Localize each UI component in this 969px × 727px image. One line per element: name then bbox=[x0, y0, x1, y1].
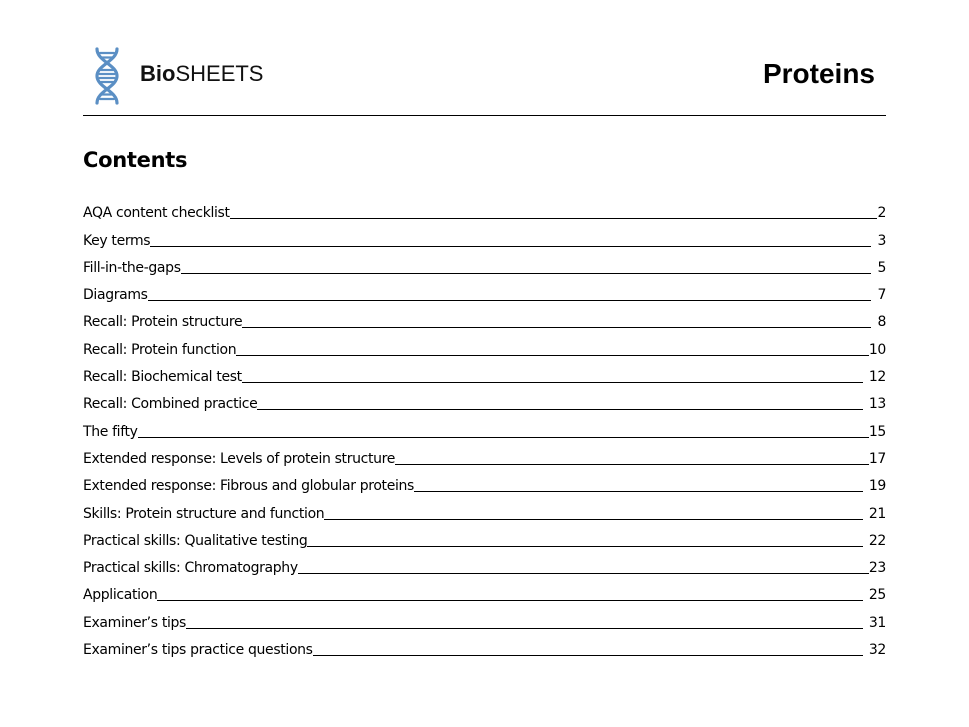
dna-helix-icon bbox=[92, 47, 122, 105]
toc-page-number: 13 bbox=[868, 396, 886, 413]
table-of-contents bbox=[83, 197, 886, 661]
toc-entry-label: Practical skills: Chromatography bbox=[83, 560, 298, 577]
toc-page-number: 31 bbox=[868, 614, 886, 631]
document-title: Proteins bbox=[762, 58, 875, 89]
toc-leader-line bbox=[148, 299, 872, 301]
toc-entry-label: Skills: Protein structure and function bbox=[83, 505, 325, 522]
toc-entry-label: Recall: Protein function bbox=[83, 341, 237, 358]
toc-page-number: 7 bbox=[877, 287, 886, 304]
toc-page-number: 25 bbox=[868, 587, 886, 604]
toc-page-number: 10 bbox=[868, 341, 886, 358]
toc-entry-practical-chromatography[interactable] bbox=[83, 552, 886, 579]
toc-entry-label: AQA content checklist bbox=[83, 205, 230, 222]
toc-leader-line bbox=[307, 545, 862, 547]
toc-leader-line bbox=[138, 436, 869, 438]
toc-entry-label: Diagrams bbox=[83, 287, 148, 304]
toc-page-number: 23 bbox=[868, 560, 886, 577]
toc-entry-label: Fill-in-the-gaps bbox=[83, 259, 181, 276]
toc-entry-label: Examiner’s tips bbox=[83, 614, 186, 631]
toc-entry-examiners-tips-practice[interactable] bbox=[83, 634, 886, 661]
toc-entry-key-terms[interactable] bbox=[83, 224, 886, 251]
toc-entry-application[interactable] bbox=[83, 579, 886, 606]
toc-entry-label: Practical skills: Qualitative testing bbox=[83, 532, 308, 549]
toc-page-number: 19 bbox=[868, 478, 886, 495]
brand-name bbox=[140, 60, 263, 88]
toc-entry-extended-response-levels[interactable] bbox=[83, 443, 886, 470]
toc-page-number: 2 bbox=[877, 205, 886, 222]
toc-leader-line bbox=[298, 572, 869, 574]
toc-leader-line bbox=[236, 354, 869, 356]
toc-entry-examiners-tips[interactable] bbox=[83, 606, 886, 633]
toc-entry-recall-combined-practice[interactable] bbox=[83, 388, 886, 415]
toc-page-number: 3 bbox=[877, 232, 886, 249]
toc-entry-label: Recall: Biochemical test bbox=[83, 369, 242, 386]
toc-leader-line bbox=[324, 518, 863, 520]
toc-page-number: 5 bbox=[877, 259, 886, 276]
toc-entry-label: Examiner’s tips practice questions bbox=[83, 642, 313, 659]
toc-entry-label: Extended response: Levels of protein structure bbox=[83, 450, 395, 467]
brand-name-bold: Bio bbox=[140, 61, 176, 86]
toc-page-number: 17 bbox=[868, 450, 886, 467]
toc-leader-line bbox=[186, 627, 863, 629]
toc-entry-extended-response-fibrous-globular[interactable] bbox=[83, 470, 886, 497]
contents-heading: Contents bbox=[83, 148, 188, 172]
toc-leader-line bbox=[313, 654, 863, 656]
toc-entry-the-fifty[interactable] bbox=[83, 415, 886, 442]
toc-entry-label: Key terms bbox=[83, 232, 151, 249]
toc-leader-line bbox=[157, 599, 863, 601]
toc-entry-label: Recall: Combined practice bbox=[83, 396, 258, 413]
toc-page-number: 21 bbox=[868, 505, 886, 522]
page-header bbox=[83, 40, 886, 116]
toc-entry-label: Application bbox=[83, 587, 158, 604]
toc-page-number: 15 bbox=[868, 423, 886, 440]
brand-name-regular: SHEETS bbox=[175, 61, 264, 86]
toc-entry-diagrams[interactable] bbox=[83, 279, 886, 306]
toc-leader-line bbox=[414, 490, 863, 492]
toc-page-number: 32 bbox=[868, 642, 886, 659]
toc-page-number: 8 bbox=[877, 314, 886, 331]
toc-leader-line bbox=[181, 272, 872, 274]
toc-leader-line bbox=[242, 326, 871, 328]
toc-entry-recall-protein-function[interactable] bbox=[83, 333, 886, 360]
toc-entry-label: The fifty bbox=[83, 423, 138, 440]
toc-entry-recall-biochemical-test[interactable] bbox=[83, 361, 886, 388]
toc-entry-skills-structure-function[interactable] bbox=[83, 497, 886, 524]
toc-entry-fill-in-the-gaps[interactable] bbox=[83, 252, 886, 279]
toc-entry-practical-qualitative-testing[interactable] bbox=[83, 525, 886, 552]
toc-entry-label: Extended response: Fibrous and globular proteins bbox=[83, 478, 414, 495]
toc-leader-line bbox=[230, 217, 878, 219]
toc-page-number: 22 bbox=[868, 532, 886, 549]
toc-leader-line bbox=[242, 381, 863, 383]
toc-leader-line bbox=[395, 463, 869, 465]
toc-entry-aqa-content-checklist[interactable] bbox=[83, 197, 886, 224]
toc-entry-label: Recall: Protein structure bbox=[83, 314, 243, 331]
toc-page-number: 12 bbox=[868, 369, 886, 386]
toc-leader-line bbox=[150, 245, 871, 247]
toc-leader-line bbox=[257, 408, 863, 410]
toc-entry-recall-protein-structure[interactable] bbox=[83, 306, 886, 333]
